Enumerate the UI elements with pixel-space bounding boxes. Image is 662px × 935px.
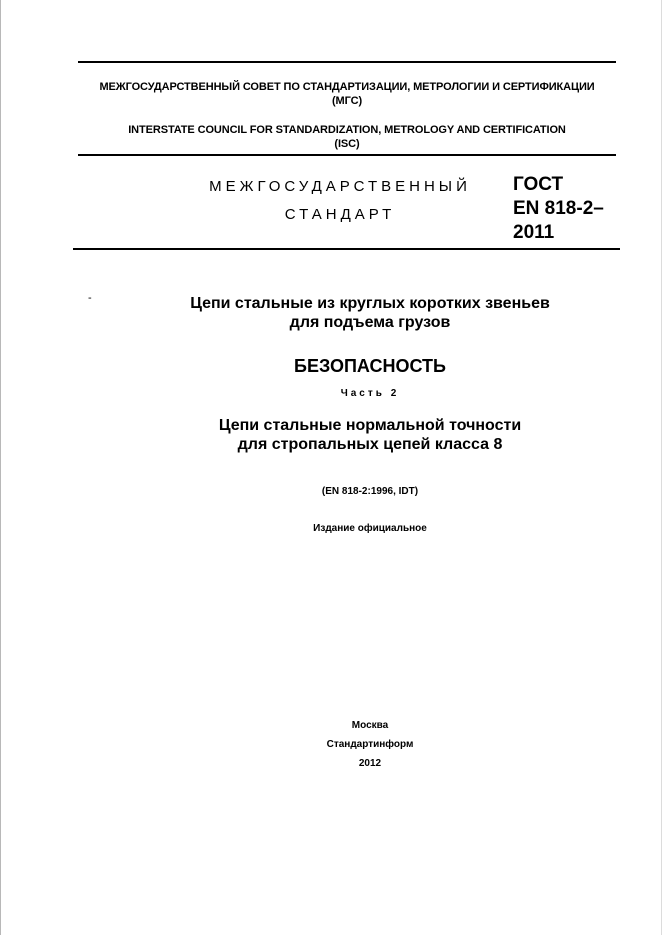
document-title <box>100 294 640 332</box>
standard-code <box>513 173 623 245</box>
standard-type-line1: МЕЖГОСУДАРСТВЕННЫЙ <box>209 178 471 195</box>
standard-type-line2: СТАНДАРТ <box>284 206 396 223</box>
bottom-rule <box>73 248 620 250</box>
part-subtitle-line2: для стропальных цепей класса 8 <box>237 436 503 453</box>
council-name-english <box>78 123 616 151</box>
document-title-line2: для подъема грузов <box>289 314 451 331</box>
document-title-line1: Цепи стальные из круглых коротких звеньев <box>190 295 550 312</box>
publication-year: 2012 <box>358 758 382 769</box>
equivalence-note: (EN 818-2:1996, IDT) <box>321 486 419 497</box>
council-ru-line1: МЕЖГОСУДАРСТВЕННЫЙ СОВЕТ ПО СТАНДАРТИЗАЦИИ, МЕТРОЛОГИИ И СЕРТИФИКАЦИИ <box>99 81 595 93</box>
standard-code-line1: ГОСТ <box>513 174 564 195</box>
page-border-left <box>0 0 1 935</box>
publisher-city: Москва <box>351 720 389 731</box>
edition-note: Издание официальное <box>313 523 427 534</box>
council-name-russian <box>78 80 616 108</box>
part-subtitle <box>100 416 640 454</box>
council-en-line1: INTERSTATE COUNCIL FOR STANDARDIZATION, METROLOGY AND CERTIFICATION <box>128 124 566 136</box>
part-subtitle-line1: Цепи стальные нормальной точности <box>218 417 522 434</box>
part-label: Часть 2 <box>340 388 400 399</box>
middle-rule <box>78 154 616 156</box>
standard-code-line2: EN 818-2– <box>513 198 604 219</box>
publisher-block <box>100 716 640 773</box>
safety-heading: БЕЗОПАСНОСТЬ <box>294 356 446 376</box>
standard-code-line3: 2011 <box>513 222 555 243</box>
council-en-abbr: (ISC) <box>334 138 360 150</box>
council-ru-abbr: (МГС) <box>331 95 363 107</box>
publisher-name: Стандартинформ <box>326 739 414 750</box>
margin-marker: - <box>88 292 92 304</box>
top-rule <box>78 61 616 63</box>
